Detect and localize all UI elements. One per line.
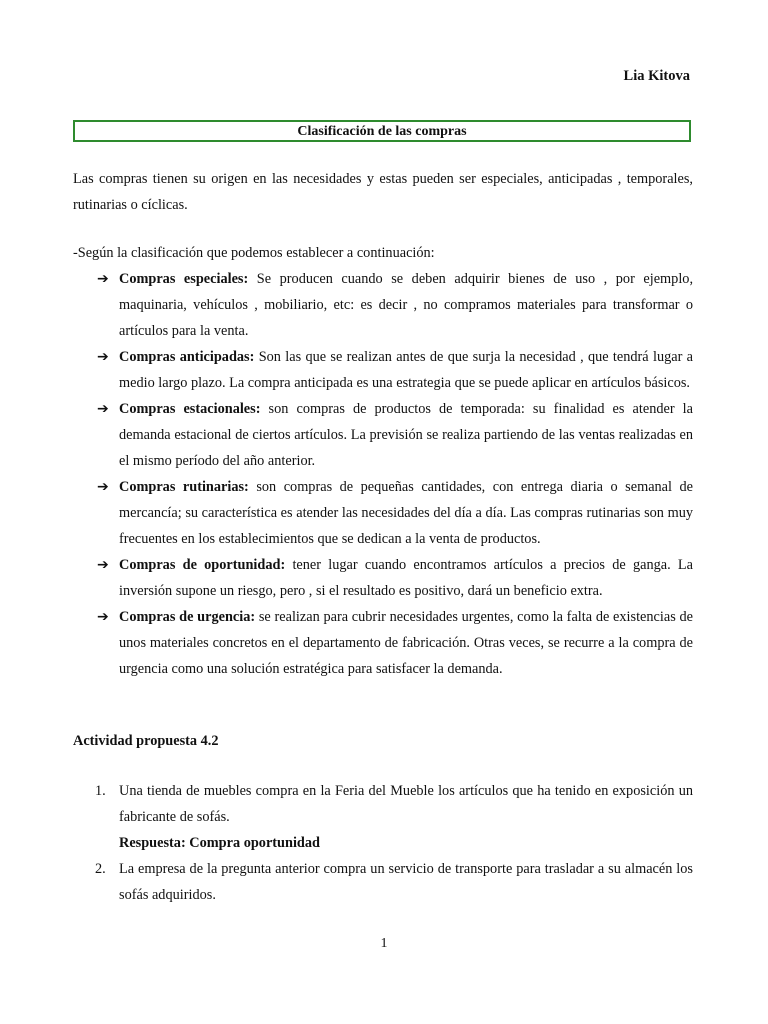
bullet-text: se realizan para cubrir necesidades urgentes, como la falta de existencias de unos materiales concretos en el departamento de fabricación. Otras veces, se recurre a la compra de urgencia como una solución estratégica para satisfacer la demanda. — [119, 609, 693, 677]
list-item — [73, 396, 693, 474]
right-arrow-icon: ➔ — [97, 271, 109, 287]
right-arrow-icon: ➔ — [97, 609, 109, 625]
intro-paragraph: Las compras tienen su origen en las necesidades y estas pueden ser especiales, anticipadas , temporales, rutinarias o cíclicas. — [73, 171, 693, 213]
right-arrow-icon: ➔ — [97, 349, 109, 365]
question-answer: Respuesta: Compra oportunidad — [119, 835, 320, 851]
bullet-text: son compras de productos de temporada: su finalidad es atender la demanda estacional de ciertos artículos. La previsión se realiza partiendo de las ventas realizadas en el mismo período del año anterior. — [119, 401, 693, 469]
list-item — [73, 474, 693, 552]
list-item — [73, 344, 693, 396]
section-title-box — [73, 120, 691, 142]
purchase-types-list — [73, 266, 693, 682]
bullet-term: Compras anticipadas: — [119, 349, 255, 365]
list-item — [73, 552, 693, 604]
question-text: Una tienda de muebles compra en la Feria del Mueble los artículos que ha tenido en exposición un fabricante de sofás. — [119, 783, 693, 825]
bullet-text: Son las que se realizan antes de que surja la necesidad , que tendrá lugar a medio largo plazo. La compra anticipada es una estrategia que se puede aplicar en artículos básicos. — [119, 349, 694, 391]
author-name: Lia Kitova — [623, 68, 690, 84]
bullet-text: son compras de pequeñas cantidades, con entrega diaria o semanal de mercancía; su característica es atender las necesidades del día a día. Las compras rutinarias son muy frecuentes en los establecimientos que se dedican a la venta de productos. — [119, 479, 694, 547]
page-number: 1 — [380, 936, 388, 951]
bullet-term: Compras de urgencia: — [119, 609, 256, 625]
list-item — [73, 266, 693, 344]
question-item — [73, 778, 693, 856]
right-arrow-icon: ➔ — [97, 479, 109, 495]
right-arrow-icon: ➔ — [97, 557, 109, 573]
question-text: La empresa de la pregunta anterior compra un servicio de transporte para trasladar a su almacén los sofás adquiridos. — [119, 861, 693, 903]
question-number: 2. — [95, 861, 106, 877]
bullet-term: Compras de oportunidad: — [119, 557, 286, 573]
bullet-term: Compras especiales: — [119, 271, 249, 287]
question-number: 1. — [95, 783, 106, 799]
questions-list — [73, 778, 693, 908]
classification-lead: -Según la clasificación que podemos establecer a continuación: — [73, 245, 435, 261]
bullet-text: tener lugar cuando encontramos artículos a precios de ganga. La inversión supone un riesgo, pero , si el resultado es positivo, dará un beneficio extra. — [119, 557, 693, 599]
bullet-term: Compras estacionales: — [119, 401, 261, 417]
bullet-text: Se producen cuando se deben adquirir bienes de uso , por ejemplo, maquinaria, vehículos , mobiliario, etc: es decir , no compramos materiales para transformar o artículos para la venta. — [119, 271, 694, 339]
list-item — [73, 604, 693, 682]
activity-heading: Actividad propuesta 4.2 — [73, 733, 219, 749]
bullet-term: Compras rutinarias: — [119, 479, 249, 495]
question-item — [73, 856, 693, 908]
section-title: Clasificación de las compras — [297, 124, 467, 139]
right-arrow-icon: ➔ — [97, 401, 109, 417]
